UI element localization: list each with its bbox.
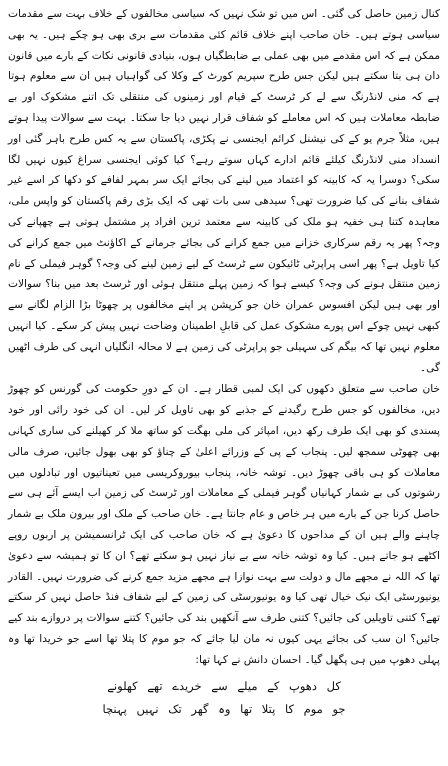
couplet-line-1: کل دھوپ کے میلے سے خریدے تھے کھلونے: [107, 678, 341, 693]
poetry-couplet: [8, 675, 440, 721]
couplet-line-2: جو موم کا پتلا تھا وہ گھر تک نہیں پہنچا: [102, 701, 346, 716]
article-paragraph-1: کنال زمین حاصل کی گئی۔ اس میں تو شک نہیں کہ سیاسی مخالفوں کے خلاف بہت سے مقدمات سیاسی ہوتے ہیں۔ خان صاحب اپنے خلاف قائم کئی مقدمات سے بری بھی ہو چکے ہیں۔ یہ بھی ممکن ہے کہ اس مقدمے میں بھی عملی بے ضابطگیاں ہوں، بنیادی قانونی نکات کے بارے میں قانون دان ہی بتا سکتے ہیں لیکن جس طرح سپریم کورٹ کے وکلا کی گواہیاں ہیں ان سے معلوم ہوتا ہے کہ منی لانڈرنگ سے لے کر ٹرسٹ کے قیام اور زمینوں کی منتقلی تک اتنے مشکوک اور بے ضابطہ معاملات ہیں کہ اس معاملے کو شفاف قرار نہیں دیا جا سکتا۔ بہت سے سوالات پیدا ہوتے ہیں، مثلاً جرم یو کے کی نیشنل کرائم ایجنسی نے پکڑی، پاکستان سے یہ کس طرح باہر گئی اور انسداد منی لانڈرنگ کیلئے قائم ادارے کہاں سوتے رہے؟ کیا کوئی ایجنسی سراغ کیوں نہیں لگا سکی؟ دوسرا یہ کہ کابینہ کو اعتماد میں لینے کی بجائے ایک سر بمہر لفافے کو دکھا کر اسے غیر شفاف بنانے کی کیا ضرورت تھی؟ سیدھی سی بات تھی کہ ایک بڑی رقم پاکستان کو واپس ملی، معاہدہ کتنا ہی خفیہ ہو ملک کی کابینہ سے معتمد ترین افراد پر مشتمل ہوتی ہے چھپانے کی وجہ؟ پھر یہ رقم سرکاری خزانے میں جمع کرانے کی بجائے جرمانے کے اکاؤنٹ میں جمع کرانے کی کیا تاویل ہے؟ پھر اسی پراپرٹی ٹائیکون سے ٹرسٹ کے لیے زمین لینے کی وجہ؟ گوہر فیملی کے نام زمین منتقل ہونے کی وجہ؟ کیسے ہوا کہ زمین پہلے منتقل ہوئی اور ٹرسٹ بعد میں بنا؟ سوالات اور بھی ہیں لیکن افسوس عمران خان جو کرپشن پر اپنے مخالفوں پر چھوٹا بڑا الزام لگانے سے کبھی نہیں چوکے اس پورے مشکوک عمل کی قابلِ اطمینان وضاحت نہیں پیش کر سکے۔ کیا انہیں معلوم نہیں تھا کہ بیگم کی سہیلی جو پراپرٹی کی زمین ہے لا محالہ انگلیاں انہی کی طرف اٹھیں گی۔: [8, 8, 440, 374]
article-paragraph-2: خان صاحب سے متعلق دکھوں کی ایک لمبی قطار ہے۔ ان کے دورِ حکومت کی گورنس کو چھوڑ دیں، مخالفوں کو جس طرح رگیدنے کے جذبے کو بھی تاویل کر لیں۔ ان کی خود رائی اور خود پسندی کو بھی ایک طرف رکھ دیں، امپائر کی ملی بھگت کو ساتھ ملا کر کھیلنے کی ساری کہانی بھی چھوٹی سمجھ لیں۔ پنجاب کے پی کے وزرائے اعلیٰ کے چناؤ کو بھی بھول جائیں، صرف مالی معاملات کو ہی باقی چھوڑ دیں۔ توشہ خانہ، پنجاب بیوروکریسی میں تعیناتیوں اور تبادلوں میں رشوتوں کی بے شمار کہانیاں گوہر فیملی کے معاملات اور ٹرسٹ کی زمین اب ایسے آئے ہی سے حاصل کرنا جن کے بارے میں ہر خاص و عام جانتا ہے۔ خان صاحب کے ملک اور بیرون ملک بے شمار چاہنے والے ہیں ان کے مداحوں کا دعویٰ ہے کہ خان صاحب کی ایک ٹرانسمیشن پر اربوں روپے اکٹھے ہو جاتے ہیں۔ کیا وہ توشہ خانہ سے بے نیاز نہیں ہو سکتے تھے؟ ان کا تو ہمیشہ سے دعویٰ تھا کہ اللہ نے مجھے مال و دولت سے بہت نوازا ہے مجھے مزید جمع کرنے کی ضرورت نہیں۔ القادر یونیورسٹی ایک نیک خیال تھی کیا وہ یونیورسٹی کی زمین کے لیے شفاف فنڈ حاصل نہیں کر سکتے تھے؟ کتنی تاویلیں کی جائیں؟ کتنی طرف سے آنکھیں بند کی جائیں؟ کتنے سوالات پر دروازے بند کیے جائیں؟ ان سب کی بجائے یہی کیوں نہ مان لیا جائے کہ جو موم کا پتلا تھا اسے جو خریدا تھا وہ پہلی دھوپ میں ہی پگھل گیا۔ احسان دانش نے کہا تھا:: [8, 383, 440, 666]
